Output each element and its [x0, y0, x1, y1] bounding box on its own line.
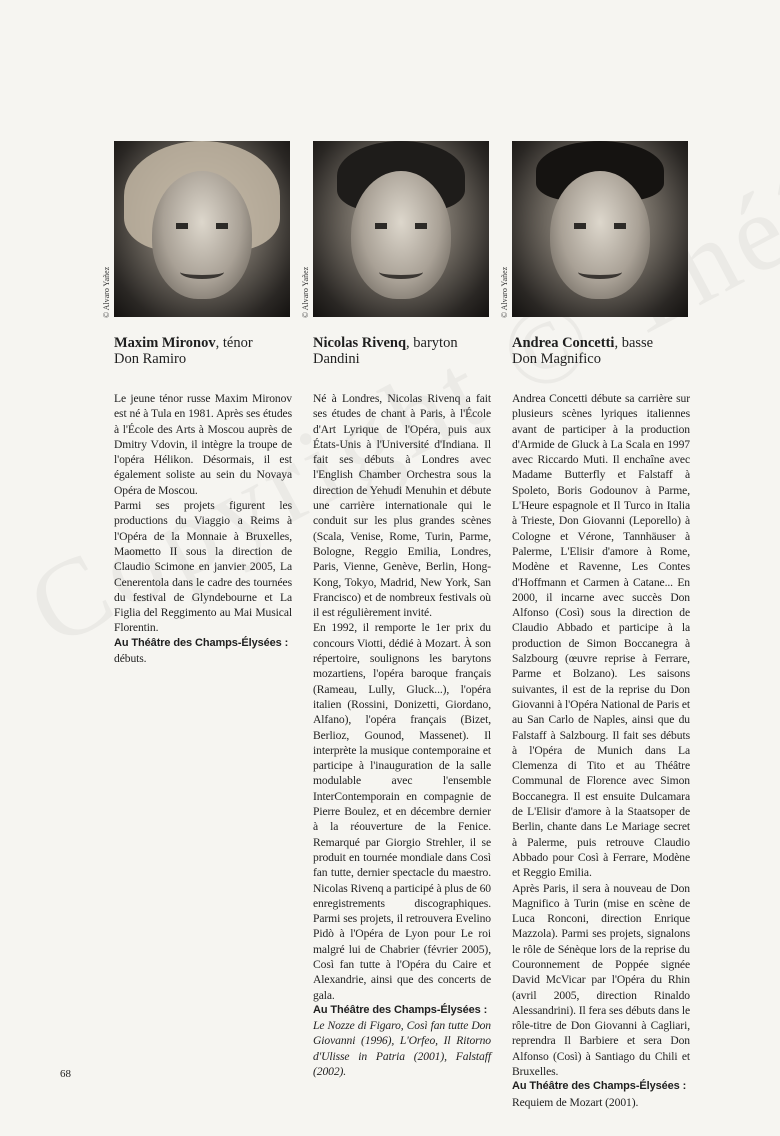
tce-label: Au Théâtre des Champs-Élysées :: [512, 1080, 687, 1093]
artist-name-line: [313, 335, 491, 351]
artist-photo-nicolas-rivenq: [313, 141, 489, 317]
bio-paragraph: Après Paris, il sera à nouveau de Don Magnifico à Turin (mise en scène de Luca Ronconi, direction Enrique Mazzola). Parmi ses projets, signalons le rôle de Sénèque lors de la reprise du Couronnement de Poppée signée David McVicar par l'Opéra du Rhin (avril 2005, direction Rinaldo Alessandrini). Il fera ses débuts dans le rôle-titre de Don Giovanni à Cagliari, reprendra Il Barbiere et sera Don Alfonso (Così) à Santiago du Chili et Bruxelles.: [512, 881, 690, 1079]
artist-column-2: [313, 141, 491, 1079]
artist-name-line: [114, 335, 292, 351]
photo-credit: © Alvaro Yañez: [102, 266, 111, 318]
tce-text: Le Nozze di Figaro, Così fan tutte Don Giovanni (1996), L'Orfeo, Il Ritorno d'Ulisse in Patria (2001), Falstaff (2002).: [313, 1019, 491, 1079]
artist-bio: [313, 391, 491, 1079]
bio-paragraph: En 1992, il remporte le 1er prix du concours Viotti, dédié à Mozart. À son répertoire, soulignons les barytons mozartiens, l'opéra baroque français (Rameau, Lully, Gluck...), l'opéra italien (Rossini, Donizetti, Giordano, Alfano), l'opéra français (Bizet, Berlioz, Gounod, Massenet). Il interprète la musique contemporaine et participe à l'inauguration de la salle modulable avec l'ensemble InterContemporain en compagnie de Pierre Boulez, et en décembre dernier à la réouverture de la Fenice. Remarqué par Giorgio Strehler, il se produit en tournée mondiale dans Così fan tutte, dernier spectacle du maestro. Nicolas Rivenq a participé à plus de 60 enregistrements discographiques. Parmi ses projets, il retrouvera Evelino Pidò à l'Opéra de Lyon pour Le roi malgré lui de Chabrier (février 2005), Così fan tutte à l'Opéra du Caire et Alexandrie, ainsi que des concerts de gala.: [313, 621, 492, 1002]
artist-name: Andrea Concetti: [512, 335, 615, 351]
artist-column-1: [114, 141, 292, 666]
artist-bio: [114, 391, 292, 666]
artist-role: Dandini: [313, 351, 360, 367]
tce-label: Au Théâtre des Champs-Élysées :: [114, 636, 289, 649]
photo-credit: © Alvaro Yañez: [301, 266, 310, 318]
bio-paragraph: Parmi ses projets figurent les productions du Viaggio a Reims à l'Opéra de la Monnaie à Bruxelles, Maometto II sous la direction de Claudio Scimone en janvier 2005, La Cenerentola dans le cadre des tournées du festival de Glyndebourne et La Figlia del Reggimento au Mai Musical Florentin.: [114, 499, 292, 635]
tce-label: Au Théâtre des Champs-Élysées :: [313, 1003, 488, 1016]
artist-role: Don Ramiro: [114, 351, 187, 367]
artist-voice: , basse: [614, 335, 654, 351]
artist-photo-andrea-concetti: [512, 141, 688, 317]
bio-paragraph: Le jeune ténor russe Maxim Mironov est né à Tula en 1981. Après ses études à l'École des Arts à Moscou auprès de Dmitry Vdovin, il intègre la troupe de l'opéra Hélikon. Désormais, il est également soliste au sein du Novaya Opéra de Moscou.: [114, 392, 292, 497]
artist-voice: , baryton: [406, 335, 458, 351]
tce-text: Requiem de Mozart (2001).: [512, 1095, 639, 1109]
tce-text: débuts.: [114, 652, 147, 666]
artist-role: Don Magnifico: [512, 351, 601, 367]
page-number: 68: [60, 1068, 71, 1080]
artist-bio: [512, 391, 690, 1110]
artist-name: Maxim Mironov: [114, 335, 216, 351]
artist-photo-maxim-mironov: [114, 141, 290, 317]
artist-voice: , ténor: [215, 335, 253, 351]
photo-credit: © Alvaro Yañez: [500, 266, 509, 318]
bio-paragraph: Né à Londres, Nicolas Rivenq a fait ses études de chant à Paris, à l'École d'Art Lyrique de l'Opéra, puis aux États-Unis à l'Université d'Indiana. Il fait ses débuts à Londres avec l'English Chamber Orchestra sous la direction de Yehudi Menuhin et débute une carrière internationale qui le conduit sur les plus grandes scènes (Scala, Venise, Rome, Turin, Parme, Bologne, Reggio Emilia, Londres, Paris, Vienne, Genève, Berlin, Hong-Kong, Tokyo, Madrid, New York, San Francisco) et de nombreux festivals où il est régulièrement invité.: [313, 392, 491, 620]
bio-paragraph: Andrea Concetti débute sa carrière sur plusieurs scènes lyriques italiennes avant de participer à la production d'Armide de Gluck à La Scala en 1997 avec Riccardo Muti. Il enchaîne avec Madame Butterfly et Falstaff à Spoleto, Boris Godounov à Parme, L'Heure espagnole et Il Turco in Italia à Trieste, Don Giovanni (Leporello) à Cologne et Vérone, Tannhäuser à Palerme, L'Elisir d'amore à Rome, Modène et Ravenne, Les Contes d'Hoffmann et Carmen à Catane... En 2000, il incarne avec succès Don Alfonso (Così) sous la direction de Claudio Abbado et participe à la production de Simon Boccanegra à Salzbourg (œuvre reprise à Ferrare, Parme et Bolzano). Les saisons suivantes, il est de la reprise du Don Giovanni à l'Opéra National de Paris et au San Carlo de Naples, ainsi que du Falstaff à Salzbourg. Il fait ses débuts à l'Opéra de Munich dans La Clemenza di Tito et au Théâtre Communal de Florence avec Simon Boccanegra. Il est ensuite Dulcamara de L'Elisir d'amore à la Staatsoper de Berlin, chante dans Le Mariage secret à Palerme, puis retrouve Claudio Abbado pour Così à Ferrare, Modène et Reggio Emilia.: [512, 392, 690, 880]
artist-column-3: [512, 141, 690, 1110]
artist-name-line: [512, 335, 690, 351]
artist-name: Nicolas Rivenq: [313, 335, 407, 351]
